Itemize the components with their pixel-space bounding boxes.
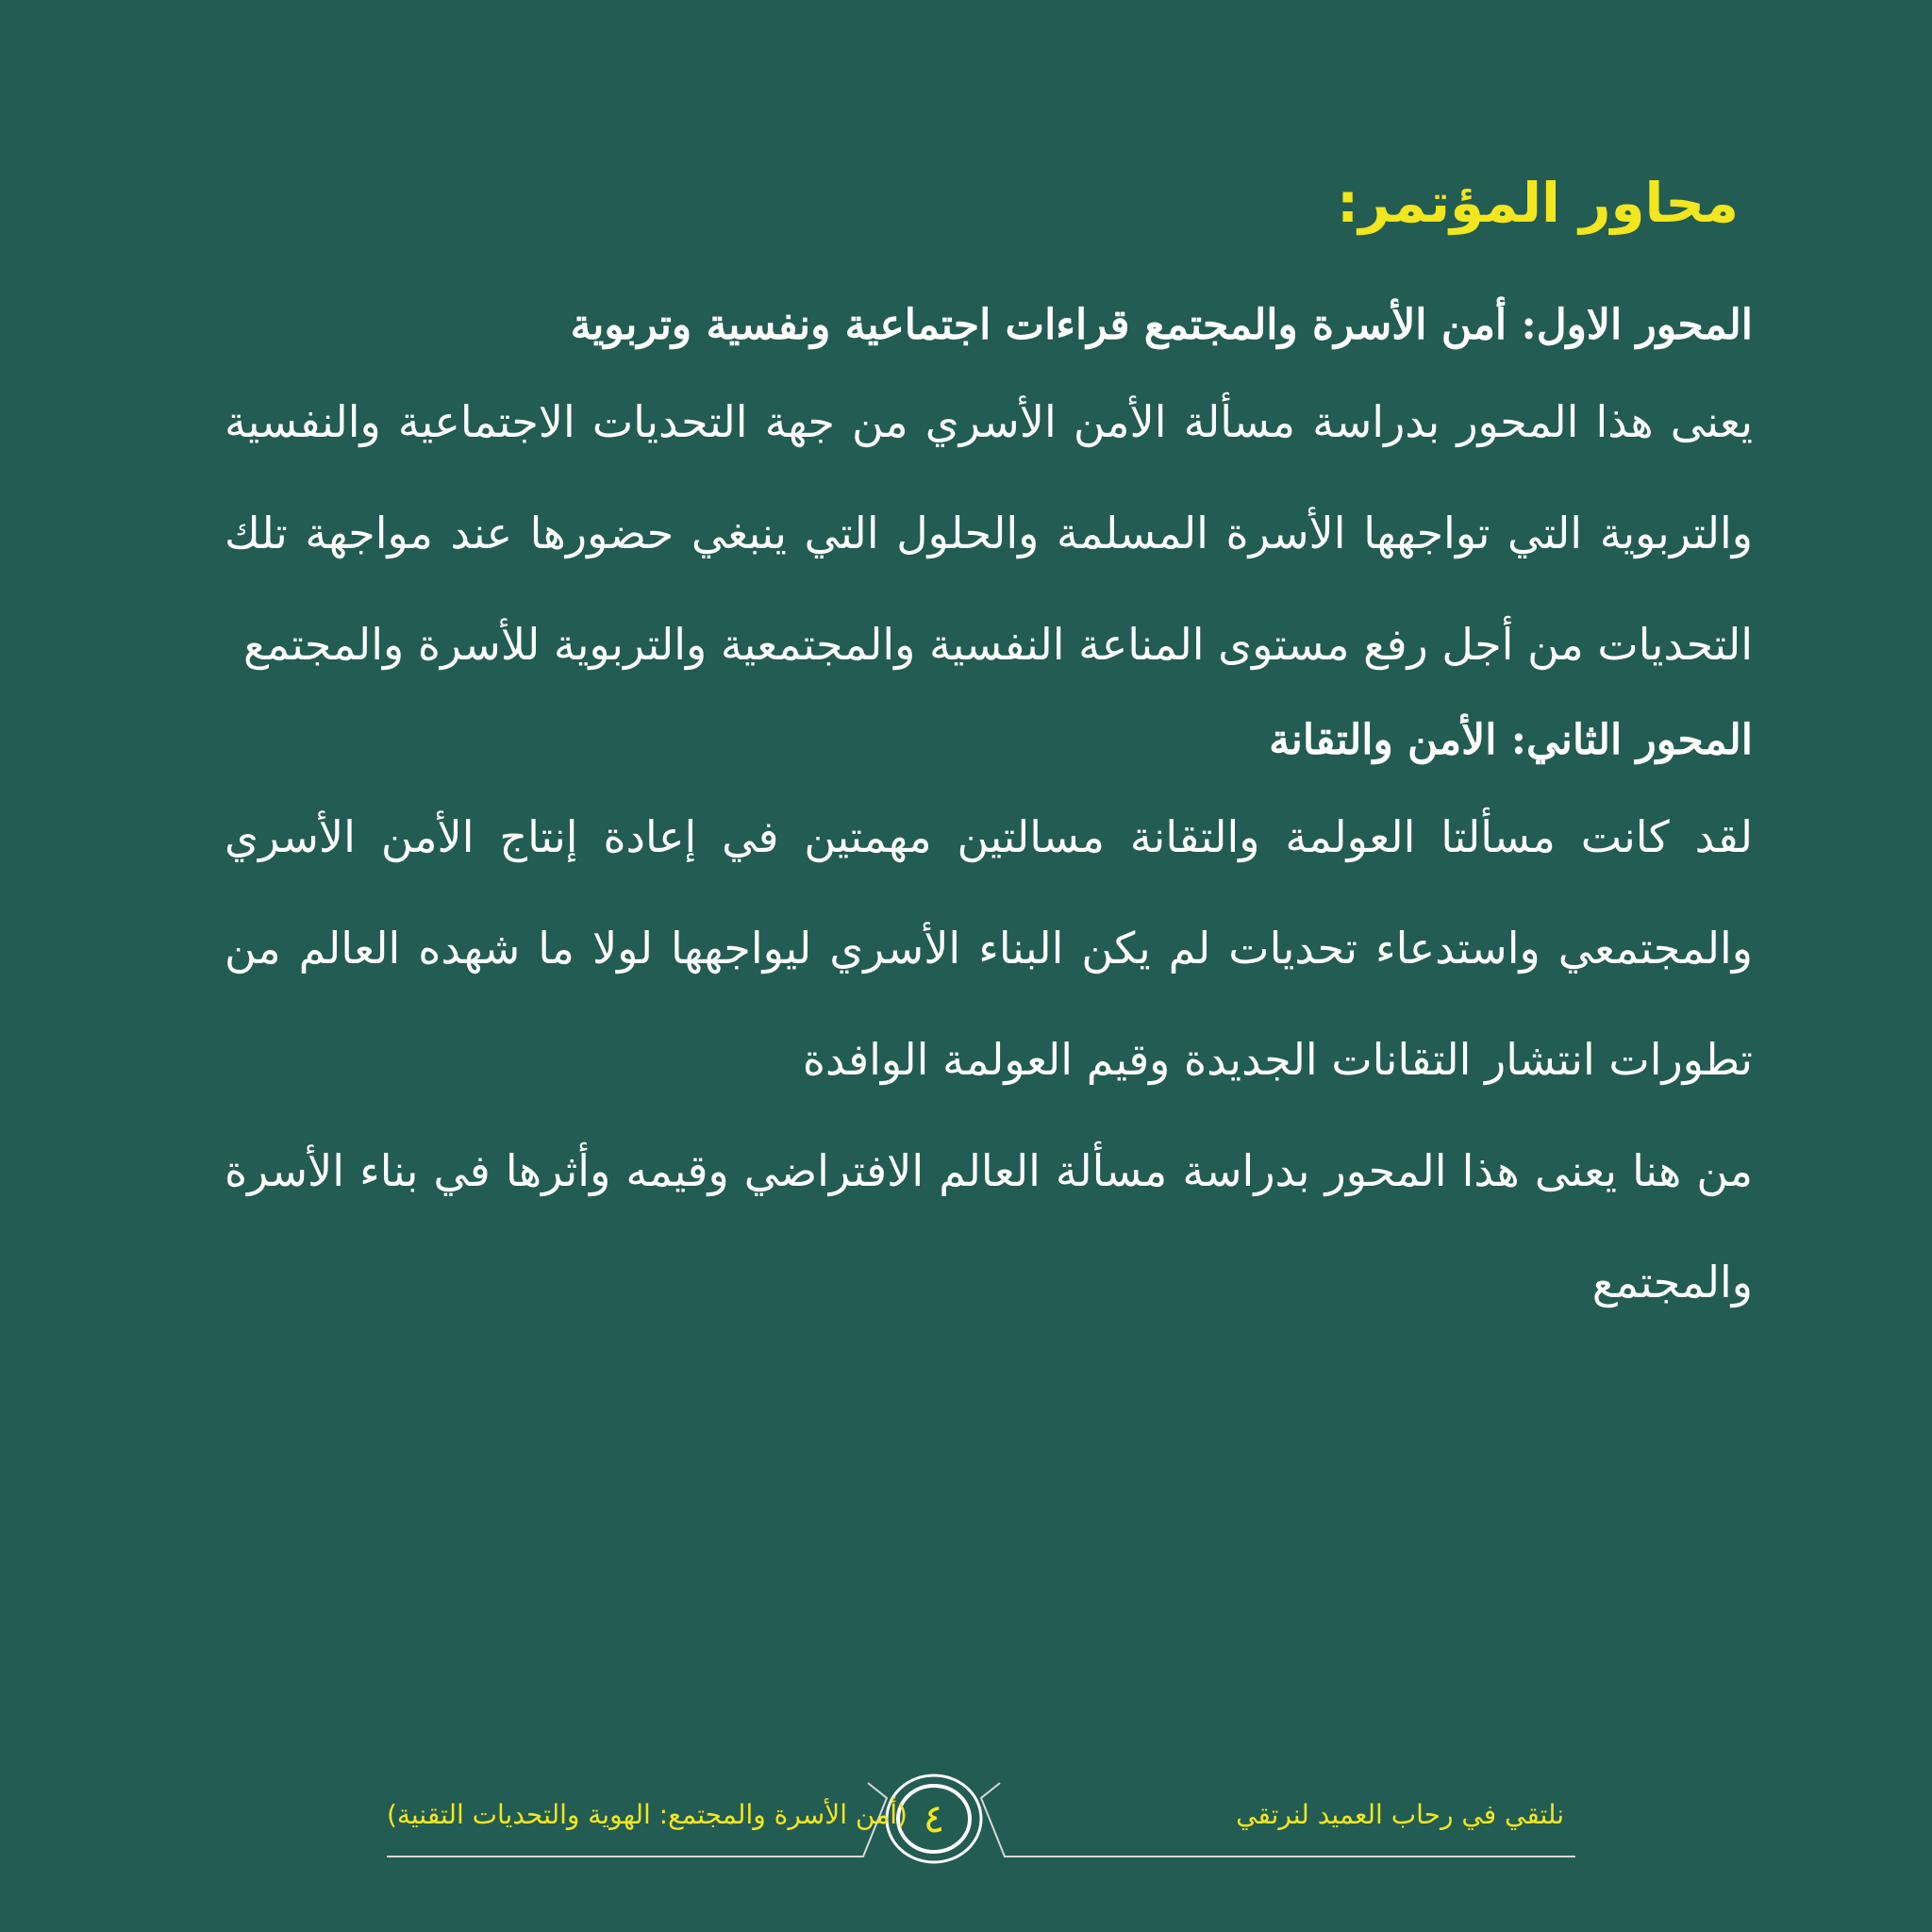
axis-heading-first: المحور الاول: أمن الأسرة والمجتمع قراءات اجتماعية ونفسية وتربوية: [570, 301, 1753, 349]
axis-paragraph-third: من هنا يعنى هذا المحور بدراسة مسألة العالم الافتراضي وقيمه وأثرها في بناء الأسرة والمجتمع: [225, 1145, 1753, 1307]
axis-heading-second: المحور الثاني: الأمن والتقانة: [1269, 716, 1753, 764]
axis-section-first: [225, 285, 1753, 700]
footer-slogan: نلتقي في رحاب العميد لنرتقي: [1236, 1799, 1564, 1830]
footer-banner: [387, 1772, 1575, 1866]
footer-conference-title: (أمن الأسرة والمجتمع: الهوية والتحديات التقنية): [387, 1799, 908, 1830]
page-number: ٤: [923, 1795, 945, 1841]
page-title: محاور المؤتمر:: [1337, 171, 1739, 235]
axis-paragraph-second: لقد كانت مسألتا العولمة والتقانة مسالتين مهمتين في إعادة إنتاج الأمن الأسري والمجتمعي واستدعاء تحديات لم يكن البناء الأسري ليواجهها لولا ما شهده العالم من تطورات انتشار التقانات الجديدة وقيم العولمة الوافدة: [225, 811, 1753, 1085]
axis-section-second: [225, 700, 1753, 1338]
conference-axes: [225, 285, 1753, 1338]
axis-paragraph-first: يعنى هذا المحور بدراسة مسألة الأمن الأسري من جهة التحديات الاجتماعية والنفسية والتربوية التي تواجهها الأسرة المسلمة والحلول التي ينبغي حضورها عند مواجهة تلك التحديات من أجل رفع مستوى المناعة النفسية والمجتمعية والتربوية للأسرة والمجتمع: [225, 396, 1753, 670]
